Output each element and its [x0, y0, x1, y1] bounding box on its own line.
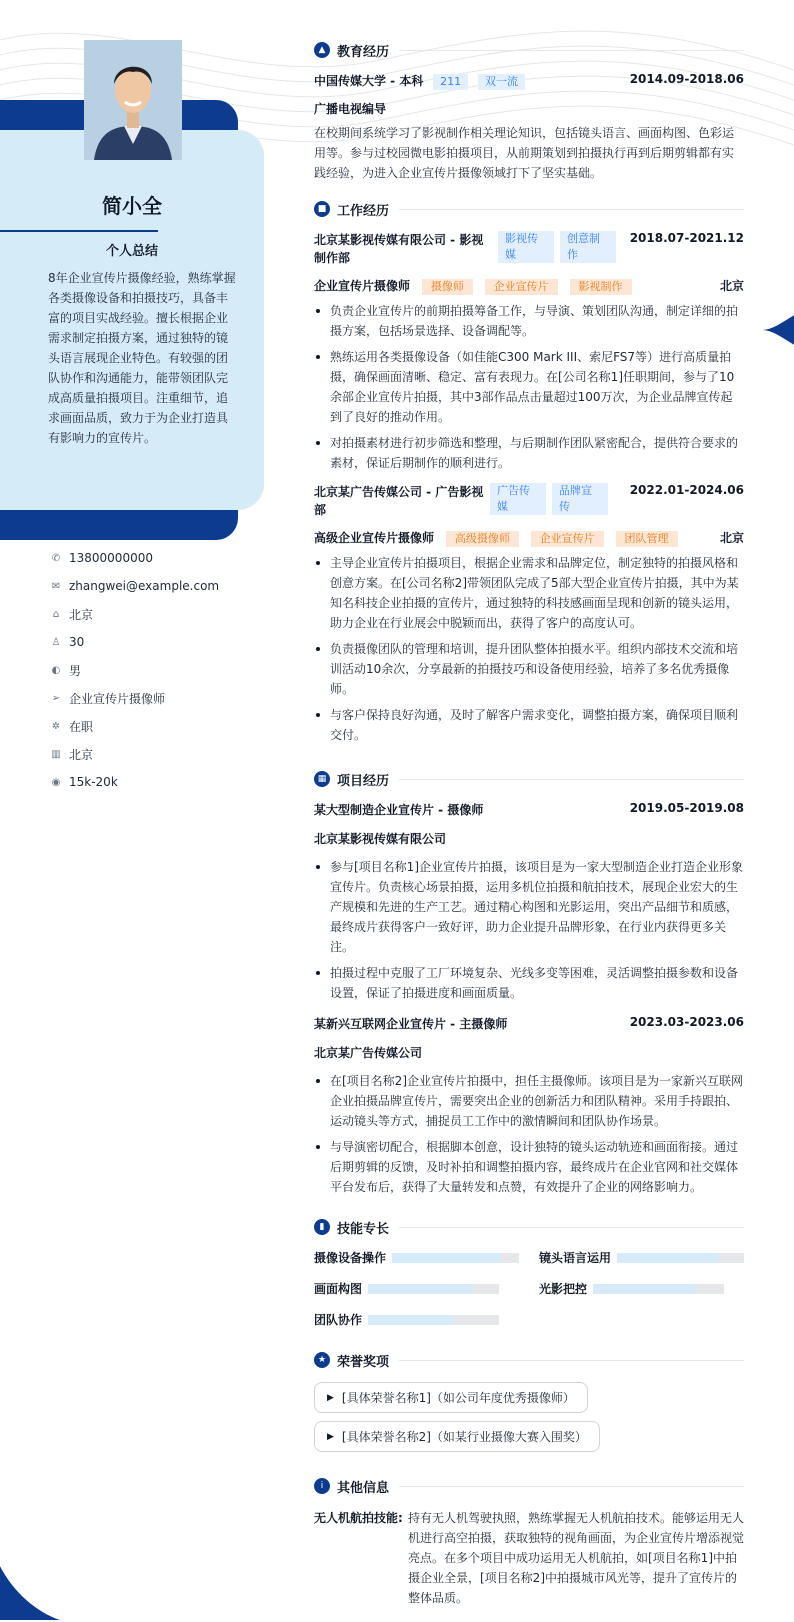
briefcase-icon: ■ — [314, 201, 330, 217]
skill-item: 镜头语言运用 — [539, 1249, 744, 1266]
list-item: 与客户保持良好沟通，及时了解客户需求变化，调整拍摄方案，确保项目顺利交付。 — [314, 705, 744, 745]
skill-level — [617, 1253, 719, 1263]
project-org: 北京某广告传媒公司 — [314, 1046, 423, 1060]
section-title: 教育经历 — [337, 44, 390, 60]
award-item[interactable]: ▶ [具体荣誉名称2]（如某行业摄像大赛入围奖） — [314, 1421, 600, 1452]
skill-level — [392, 1253, 500, 1263]
company-tag: 创意制作 — [560, 231, 616, 263]
company-tag: 影视传媒 — [498, 231, 554, 263]
chart-icon: ▮ — [314, 1219, 330, 1235]
main-content — [314, 38, 744, 1622]
project-org: 北京某影视传媒有限公司 — [314, 832, 447, 846]
home-icon: ⌂ — [52, 608, 60, 620]
projects-section — [314, 767, 744, 1197]
job-bullets — [314, 553, 744, 745]
triangle-right-icon: ▶ — [327, 1392, 334, 1403]
skills-section — [314, 1215, 744, 1328]
project-bullets — [314, 857, 744, 1003]
graduation-cap-icon: ▲ — [314, 42, 330, 58]
summary-text: 8年企业宣传片摄像经验，熟练掌握各类摄像设备和拍摄技巧，具备丰富的项目实战经验。擅长根据企业需求制定拍摄方案，通过独特的镜头语言展现企业特色。有较强的团队协作和沟通能力，能带领团队完成高质量拍摄项目。注重细节，追求画面品质，致力于为企业打造具有影响力的宣传片。 — [48, 271, 236, 445]
company-tag: 广告传媒 — [490, 483, 546, 515]
role-tag: 摄像师 — [422, 279, 473, 295]
awards-section — [314, 1348, 744, 1460]
school-tag: 双一流 — [478, 74, 525, 90]
list-item: 在[项目名称2]企业宣传片拍摄中，担任主摄像师。该项目是为一家新兴互联网企业拍摄品牌宣传片，需要突出企业的创新活力和团队精神。采用手持跟拍、运动镜头等方式，捕捉员工工作中的激情瞬间和团队协作场景。 — [314, 1071, 744, 1131]
role-tag: 企业宣传片 — [485, 279, 558, 295]
skill-bar — [392, 1253, 519, 1263]
job-item — [314, 483, 744, 745]
info-position: ➢ 企业宣传片摄像师 — [51, 691, 166, 706]
phone-icon: ✆ — [51, 552, 61, 564]
list-item: 与导演密切配合，根据脚本创意，设计独特的镜头运动轨迹和画面衔接。通过后期剪辑的反馈，及时补拍和调整拍摄内容，最终成片在企业官网和社交媒体平台发布后，获得了大量转发和点赞，有效提升了企业的网络影响力。 — [314, 1137, 744, 1197]
avatar — [84, 40, 182, 160]
school-tag: 211 — [433, 74, 468, 90]
skill-bar — [617, 1253, 744, 1263]
name-underline — [0, 230, 158, 232]
info-gender: ◐ 男 — [51, 663, 82, 678]
list-item: 熟练运用各类摄像设备（如佳能C300 Mark III、索尼FS7等）进行高质量拍摄，确保画面清晰、稳定、富有表现力。在[公司名称1]任职期间，参与了10余部企业宣传片拍摄，其中3部作品点击量超过100万次，为企业品牌宣传起到了良好的推动作用。 — [314, 347, 744, 427]
list-item: 对拍摄素材进行初步筛选和整理，与后期制作团队紧密配合，提供符合要求的素材，保证后期制作的顺利进行。 — [314, 433, 744, 473]
contact-info-list — [50, 544, 250, 796]
salary-icon: ◉ — [51, 776, 61, 788]
section-title: 工作经历 — [337, 203, 390, 219]
project-name: 某新兴互联网企业宣传片 - 主摄像师 — [314, 1017, 508, 1031]
education-date: 2014.09-2018.06 — [629, 72, 744, 86]
info-salary: ◉ 15k-20k — [51, 775, 118, 789]
candidate-name: 简小全 — [102, 194, 162, 218]
work-section — [314, 197, 744, 745]
job-city: 北京 — [719, 279, 744, 293]
job-date: 2018.07-2021.12 — [629, 231, 744, 245]
skill-level — [368, 1315, 453, 1325]
list-item: 负责摄像团队的管理和培训，提升团队整体拍摄水平。组织内部技术交流和培训活动10余次，分享最新的拍摄技巧和设备使用经验，培养了多名优秀摄像师。 — [314, 639, 744, 699]
section-title: 其他信息 — [337, 1480, 390, 1496]
skill-level — [368, 1284, 473, 1294]
info-icon: i — [314, 1478, 330, 1494]
award-item[interactable]: ▶ [具体荣誉名称1]（如公司年度优秀摄像师） — [314, 1382, 588, 1413]
info-status: ✲ 在职 — [51, 719, 94, 734]
section-title: 技能专长 — [337, 1221, 390, 1237]
skill-level — [593, 1284, 695, 1294]
skills-grid — [314, 1249, 744, 1328]
skill-item: 摄像设备操作 — [314, 1249, 519, 1266]
list-item: 参与[项目名称1]企业宣传片拍摄，该项目是为一家大型制造企业打造企业形象宣传片。负责核心场景拍摄，运用多机位拍摄和航拍技术，展现企业宏大的生产规模和先进的生产工艺。通过精心构图和光影运用，突出产品细节和质感，最终成片获得客户一致好评，助力企业提升品牌形象，在行业内获得更多关注。 — [314, 857, 744, 957]
other-section — [314, 1474, 744, 1608]
status-icon: ✲ — [51, 720, 61, 732]
skill-bar — [593, 1284, 724, 1294]
project-item — [314, 1015, 744, 1197]
other-key: 无人机航拍技能: — [314, 1511, 403, 1525]
gender-icon: ◐ — [51, 664, 61, 676]
list-item: 拍摄过程中克服了工厂环境复杂、光线多变等困难，灵活调整拍摄参数和设备设置，保证了拍摄进度和画面质量。 — [314, 963, 744, 1003]
list-item: 负责企业宣传片的前期拍摄筹备工作，与导演、策划团队沟通，制定详细的拍摄方案，包括场景选择、设备调配等。 — [314, 301, 744, 341]
job-role: 企业宣传片摄像师 — [314, 279, 411, 293]
info-email: ✉ zhangwei@example.com — [51, 579, 220, 593]
job-bullets — [314, 301, 744, 473]
award-icon: ★ — [314, 1352, 330, 1368]
skill-bar — [368, 1284, 499, 1294]
school-name: 中国传媒大学 - 本科 — [314, 74, 424, 88]
role-tag: 高级摄像师 — [446, 531, 519, 547]
age-icon: ♙ — [51, 636, 61, 648]
building-icon: ▥ — [51, 748, 61, 760]
job-date: 2022.01-2024.06 — [629, 483, 744, 497]
skill-item: 画面构图 — [314, 1280, 519, 1297]
section-title: 项目经历 — [337, 773, 390, 789]
skill-item: 团队协作 — [314, 1311, 519, 1328]
education-desc: 在校期间系统学习了影视制作相关理论知识，包括镜头语言、画面构图、色彩运用等。参与过校园微电影拍摄项目，从前期策划到拍摄执行再到后期剪辑都有实践经验，为进入企业宣传片摄像领域打下了坚实基础。 — [314, 126, 735, 180]
company-name: 北京某影视传媒有限公司 - 影视制作部 — [314, 233, 484, 265]
project-date: 2023.03-2023.06 — [629, 1015, 744, 1029]
project-bullets — [314, 1071, 744, 1197]
info-location: ⌂ 北京 — [50, 600, 250, 628]
role-tag: 企业宣传片 — [531, 531, 604, 547]
project-item — [314, 801, 744, 1003]
major: 广播电视编导 — [314, 102, 387, 116]
project-date: 2019.05-2019.08 — [629, 801, 744, 815]
mail-icon: ✉ — [51, 580, 61, 592]
triangle-right-icon: ▶ — [327, 1431, 334, 1442]
summary-card — [0, 130, 264, 510]
role-tag: 团队管理 — [616, 531, 678, 547]
summary-title: 个人总结 — [105, 244, 158, 259]
grid-icon: ▦ — [314, 771, 330, 787]
decorative-corner — [0, 1540, 60, 1620]
company-name: 北京某广告传媒公司 - 广告影视部 — [314, 485, 484, 517]
skill-bar — [368, 1315, 499, 1325]
info-phone: ✆ 13800000000 — [51, 551, 153, 565]
section-title: 荣誉奖项 — [337, 1354, 390, 1370]
info-age: ♙ 30 — [51, 635, 85, 649]
company-tag: 品牌宣传 — [552, 483, 608, 515]
job-role: 高级企业宣传片摄像师 — [314, 531, 435, 545]
decorative-wave-right — [762, 300, 794, 360]
list-item: 主导企业宣传片拍摄项目，根据企业需求和品牌定位，制定独特的拍摄风格和创意方案。在[公司名称2]带领团队完成了5部大型企业宣传片拍摄，其中为某知名科技企业拍摄的宣传片，通过独特的科技感画面呈现和创新的镜头运用，助力企业在行业展会中脱颖而出，获得了客户的高度认可。 — [314, 553, 744, 633]
job-city: 北京 — [719, 531, 744, 545]
other-info-row — [314, 1508, 744, 1608]
education-section — [314, 38, 744, 183]
other-value: 持有无人机驾驶执照，熟练掌握无人机航拍技术。能够运用无人机进行高空拍摄，获取独特的视角画面，为企业宣传片增添视觉亮点。在多个项目中成功运用无人机航拍，如[项目名称1]中拍摄企业全景，[项目名称2]中拍摄城市风光等，提升了宣传片的整体品质。 — [408, 1511, 745, 1605]
skill-item: 光影把控 — [539, 1280, 744, 1297]
job-item — [314, 231, 744, 473]
info-city: ▥ 北京 — [51, 747, 94, 762]
role-tag: 影视制作 — [570, 279, 632, 295]
send-icon: ➢ — [51, 692, 61, 704]
project-name: 某大型制造企业宣传片 - 摄像师 — [314, 803, 484, 817]
